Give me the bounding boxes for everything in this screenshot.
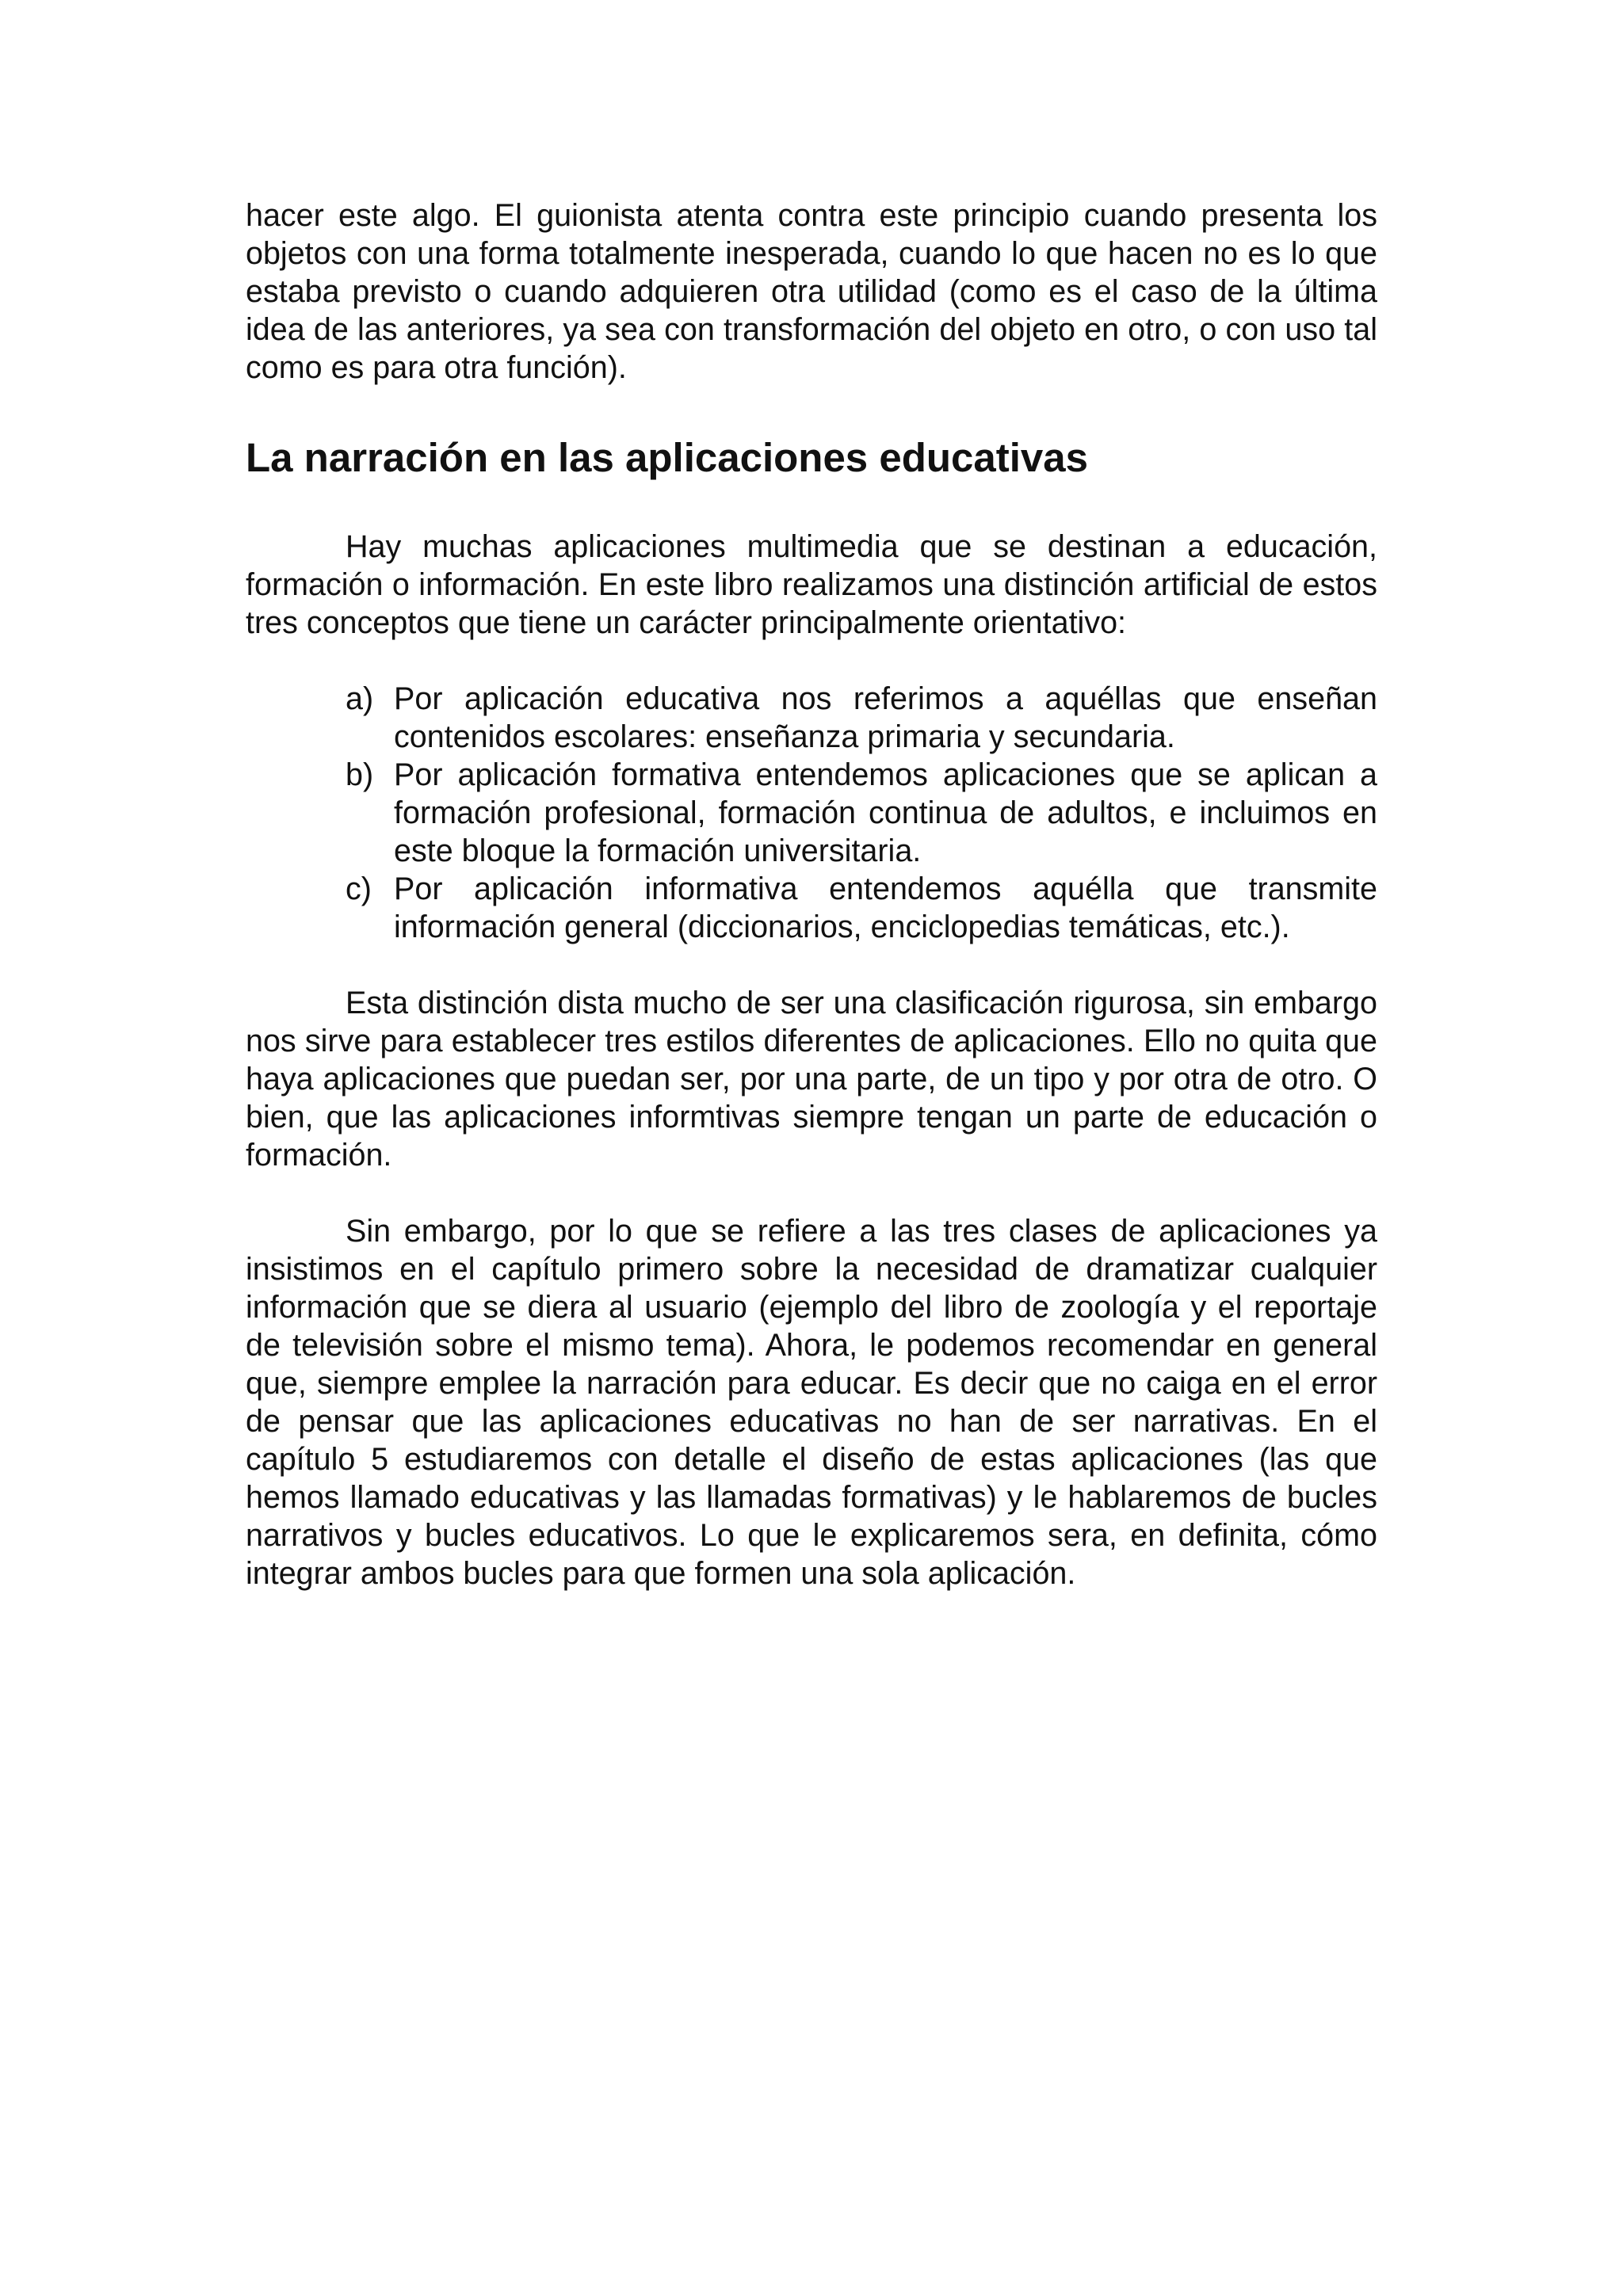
list-marker: b) (346, 757, 374, 792)
list-item-text: Por aplicación educativa nos referimos a aquéllas que enseñan contenidos escolares: enseñanza primaria y secundaria. (394, 681, 1377, 754)
list-marker: c) (346, 871, 372, 906)
intro-paragraph: Hay muchas aplicaciones multimedia que se destinan a educación, formación o información. En este libro realizamos una distinción artificial de estos tres conceptos que tiene un carácter principalmente orientativo: (246, 529, 1377, 640)
list-item (246, 680, 1377, 756)
final-paragraph: Sin embargo, por lo que se refiere a las tres clases de aplicaciones ya insistimos en el capítulo primero sobre la necesidad de dramatizar cualquier información que se diera al usuario (ejemplo del libro de zoología y el reportaje de televisión sobre el mismo tema). Ahora, le podemos recomendar en general que, siempre emplee la narración para educar. Es decir que no caiga en el error de pensar que las aplicaciones educativas no han de ser narrativas. En el capítulo 5 estudiaremos con detalle el diseño de estas aplicaciones (las que hemos llamado educativas y las llamadas formativas) y le hablaremos de bucles narrativos y bucles educativos. Lo que le explicaremos sera, en definita, cómo integrar ambos bucles para que formen una sola aplicación. (246, 1214, 1377, 1591)
continuation-paragraph: hacer este algo. El guionista atenta contra este principio cuando presenta los objetos con una forma totalmente inesperada, cuando lo que hacen no es lo que estaba previsto o cuando adquieren otra utilidad (como es el caso de la última idea de las anteriores, ya sea con transformación del objeto en otro, o con uso tal como es para otra función). (246, 198, 1377, 385)
list-marker: a) (346, 681, 374, 716)
list-item (246, 870, 1377, 946)
list-item-text: Por aplicación formativa entendemos aplicaciones que se aplican a formación profesional, formación continua de adultos, e incluimos en este bloque la formación universitaria. (394, 757, 1377, 868)
page-content (246, 196, 1377, 1592)
list-item (246, 756, 1377, 870)
distinction-paragraph: Esta distinción dista mucho de ser una clasificación rigurosa, sin embargo nos sirve para establecer tres estilos diferentes de aplicaciones. Ello no quita que haya aplicaciones que puedan ser, por una parte, de un tipo y por otra de otro. O bien, que las aplicaciones informtivas siempre tengan un parte de educación o formación. (246, 986, 1377, 1173)
section-heading: La narración en las aplicaciones educativas (246, 435, 1088, 480)
list-item-text: Por aplicación informativa entendemos aquélla que transmite información general (diccionarios, enciclopedias temáticas, etc.). (394, 871, 1377, 944)
definition-list (246, 680, 1377, 946)
